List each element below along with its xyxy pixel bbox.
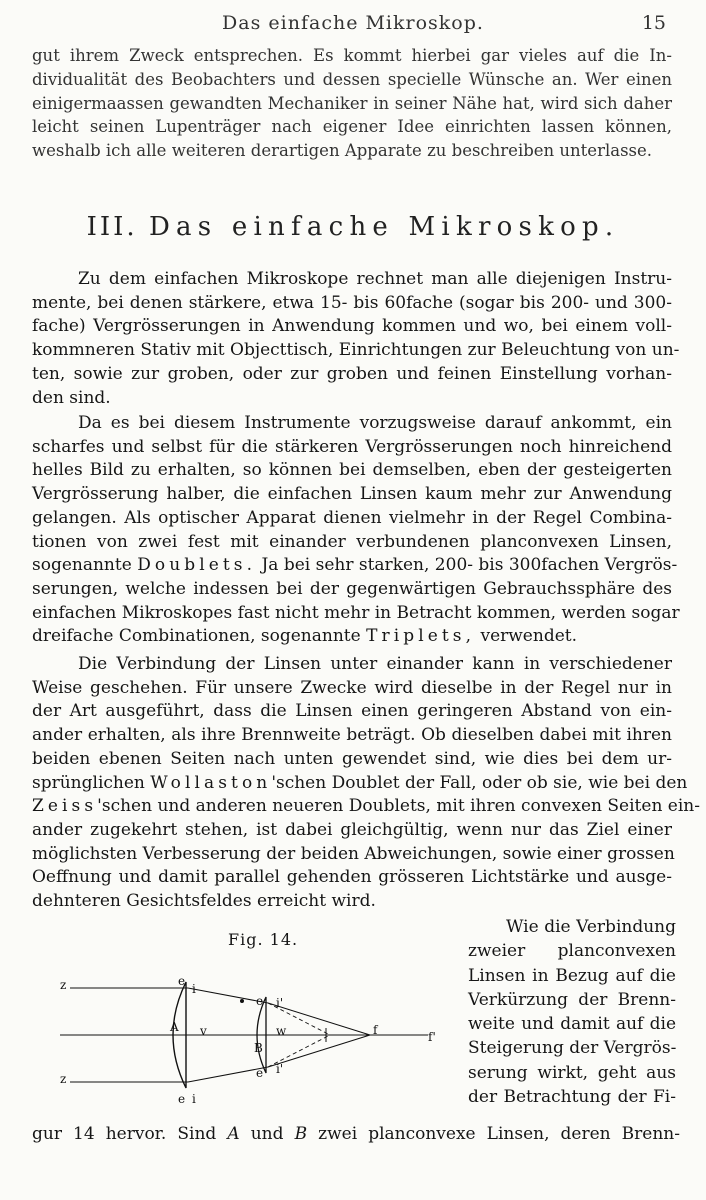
text-line: Wie die Verbindung [506, 917, 676, 937]
text-fragment: Ja bei sehr starken, 200- bis 300fachen Vergrös- [261, 555, 678, 576]
label-e-top: e [178, 974, 186, 988]
text-fragment: und [250, 1124, 284, 1144]
text-line: scharfes und selbst für die stärkeren Vergrösserungen noch hinreichend [32, 436, 672, 457]
side-column [468, 915, 676, 1109]
text-line: einigermaassen gewandten Mechaniker in seiner Nähe hat, wird sich daher [32, 93, 672, 113]
text-line: Die Verbindung der Linsen unter einander kann in verschiedener [78, 654, 672, 674]
paragraph-doublets [32, 412, 680, 649]
text-line: Weise geschehen. Für unsere Zwecke wird dieselbe in der Regel nur in [32, 677, 672, 698]
text-line: dehnteren Gesichtsfeldes erreicht wird. [32, 891, 376, 912]
text-line: serung wirkt, geht aus [468, 1062, 676, 1083]
text-fragment: sogenannte [32, 555, 132, 576]
text-line: dividualität des Beobachters und dessen specielle Wünsche an. Wer einen [32, 69, 672, 89]
label-i-mid: i' [276, 996, 284, 1010]
text-fragment: zwei planconvexe Linsen, deren Brenn- [318, 1124, 680, 1144]
figure-caption: Fig. 14. [228, 930, 299, 949]
text-line: Linsen in Bezug auf die [468, 965, 676, 986]
text-line: Vergrösserung halber, die einfachen Linsen kaum mehr zur Anwendung [32, 484, 672, 505]
label-a: A [170, 1020, 179, 1034]
text-fragment: verwendet. [480, 626, 577, 647]
lens-a-ref: A [227, 1124, 240, 1144]
section-heading [0, 212, 706, 242]
label-f: f [373, 1023, 378, 1037]
text-fragment: sprünglichen [32, 772, 145, 793]
text-line [32, 795, 700, 819]
label-i-top: i [192, 982, 196, 996]
text-line: Da es bei diesem Instrumente vorzugsweise darauf ankommt, ein [78, 413, 672, 433]
label-b: B [254, 1041, 263, 1055]
text-line: helles Bild zu erhalten, so können bei demselben, eben der gesteigerten [32, 460, 672, 481]
text-line: mente, bei denen stärkere, etwa 15- bis 60fache (sogar bis 200- und 300- [32, 292, 672, 313]
text-line: ander zugekehrt stehen, ist dabei gleichgültig, wenn nur das Ziel einer [32, 819, 672, 840]
label-w: w [276, 1024, 287, 1038]
text-line [32, 625, 672, 649]
text-line: einfachen Mikroskopes fast nicht mehr in Betracht kommen, werden sogar [32, 602, 680, 623]
paragraph-definition [32, 268, 680, 410]
text-line: Steigerung der Vergrös- [468, 1038, 677, 1059]
text-fragment: 'schen und anderen neueren Doublets, mit ihren convexen Seiten ein- [97, 796, 700, 817]
text-fragment: 'schen Doublet der Fall, oder ob sie, wie bei den [271, 772, 688, 793]
text-line: Verkürzung der Brenn- [468, 989, 676, 1010]
text-line: serungen, welche indessen bei der gegenwärtigen Gebrauchssphäre des [32, 578, 672, 599]
term-triplets: Triplets, [366, 626, 476, 647]
text-line: tionen von zwei fest mit einander verbundenen planconvexen Linsen, [32, 531, 672, 552]
text-line: gelangen. Als optischer Apparat dienen vielmehr in der Regel Combina- [32, 507, 672, 528]
term-zeiss: Zeiss [32, 796, 98, 817]
final-line [32, 1122, 680, 1146]
label-e-bottom: e [178, 1092, 186, 1106]
section-number: III. [86, 212, 138, 242]
text-fragment: dreifache Combinationen, sogenannte [32, 626, 361, 647]
term-doublets: Doublets. [137, 555, 257, 576]
label-e-mid: e [256, 994, 264, 1008]
text-line: beiden ebenen Seiten nach unten gewendet sind, wie dies bei dem ur- [32, 748, 672, 769]
label-z-top: z [60, 978, 67, 992]
term-wollaston: Wollaston [150, 772, 272, 793]
label-e-low: e [256, 1066, 264, 1080]
label-f-prime: f' [428, 1030, 436, 1044]
text-line: Oeffnung und damit parallel gehenden grösseren Lichtstärke und ausge- [32, 867, 672, 888]
text-line [32, 554, 678, 578]
running-title: Das einfache Mikroskop. [222, 12, 484, 34]
text-line: gut ihrem Zweck entsprechen. Es kommt hierbei gar vieles auf die In- [32, 46, 672, 65]
label-z-bottom: z [60, 1072, 67, 1086]
page-number: 15 [641, 12, 666, 34]
text-line: der Art ausgeführt, dass die Linsen einen geringeren Abstand von ein- [32, 701, 672, 722]
text-line: zweier planconvexen [468, 941, 676, 962]
label-v: v [200, 1024, 207, 1038]
figure-14-diagram [30, 955, 450, 1127]
text-line [32, 772, 688, 796]
text-line: kommneren Stativ mit Objecttisch, Einrichtungen zur Beleuchtung von un- [32, 340, 680, 361]
paragraph-connection [32, 653, 700, 914]
top-paragraph [32, 44, 672, 163]
text-line: der Betrachtung der Fi- [468, 1087, 676, 1108]
label-i-bottom: i [192, 1092, 196, 1106]
lens-b-ref: B [294, 1124, 308, 1144]
text-line: ten, sowie zur groben, oder zur groben und feinen Einstellung vorhan- [32, 363, 672, 384]
text-line: weshalb ich alle weiteren derartigen Apparate zu beschreiben unterlasse. [32, 141, 653, 161]
running-head [0, 12, 706, 40]
text-line: leicht seinen Lupenträger nach eigener Idee einrichten lassen können, [32, 117, 672, 137]
text-line: fache) Vergrösserungen in Anwendung kommen und wo, bei einem voll- [32, 316, 672, 337]
text-line: den sind. [32, 387, 111, 408]
lens-diagram [30, 955, 450, 1123]
ray-dot [240, 999, 244, 1003]
text-line: ander erhalten, als ihre Brennweite beträgt. Ob dieselben dabei mit ihren [32, 725, 672, 746]
text-line: weite und damit auf die [468, 1014, 676, 1035]
text-fragment: gur 14 hervor. Sind [32, 1124, 217, 1144]
label-i-low: i' [276, 1062, 284, 1076]
text-line: möglichsten Verbesserung der beiden Abweichungen, sowie einer grossen [32, 843, 675, 864]
text-line: Zu dem einfachen Mikroskope rechnet man alle diejenigen Instru- [78, 269, 672, 289]
ray-to-focus-bottom [268, 1035, 370, 1067]
section-title: Das einfache Mikroskop. [148, 212, 620, 242]
